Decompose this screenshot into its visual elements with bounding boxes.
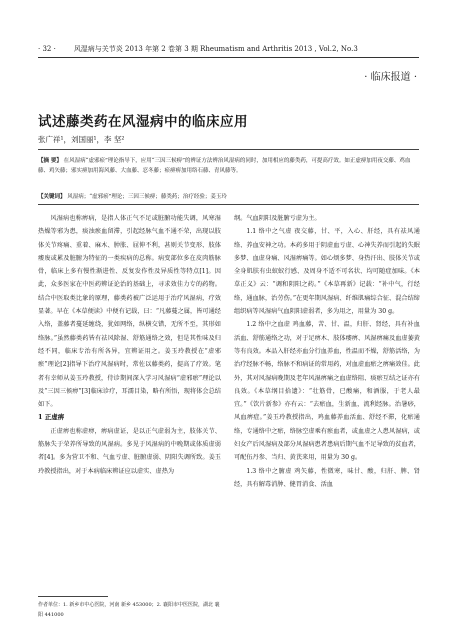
journal-line: 风湿病与关节炎 2013 年第 2 卷第 3 期 Rheumatism and Arthritis 2013 , Vol.2, No.3 <box>73 45 358 53</box>
page-number: · 32 · <box>38 45 56 53</box>
keywords-label: 【关键词】 <box>38 194 66 200</box>
abstract-rule-top <box>38 149 419 150</box>
paragraph: 1.1 络中之气虚 夜交藤，甘、平，入心、肝经，具有祛风通络、养血安神之功。本药多用于阴虚血亏虚、心神失养而引起的失眠多梦、血虚身痛、风湿痹痛等。如心烦多梦、身热汗出、肢体关节或全身肌肤有虫蚁蚁行感、及周身不适不可名状、均可随症加味。《本草正义》云：“调和阴阳之药。”《本草再新》记载：“补中气，行经络，通血脉，治劳伤。”在更年期风湿病、纤维肌痛综合征、混合结缔组织病等风湿病气血阴阳虚弱者，多为用之，用量为 30 g。 <box>234 228 420 316</box>
abstract-text: 在风湿病“虚邪瘀”理论指导下，应用“三因三候痹”的辨证方法辨治风湿病的同时，加用相应的藤类药，可提高疗效。如正虚痹加用夜交藤、鸡血藤、鸡矢藤；邪实痹加用海风藤、大血藤、忍冬藤；瘀痹痹加用络石藤、青风藤等。 <box>38 158 411 174</box>
paper-title: 试述藤类药在风湿病中的临床应用 <box>38 114 248 130</box>
paragraph: 风湿病也称痹病，是指人体正气不足或脏腑功能失调，风寒湿热燥等邪为患，痰浊瘀血留滞，引起经脉气血不通不荣，出现以肢体关节疼痛、重着、麻木、肿胀、屈伸不利，甚则关节变形、肢体痿废或累及脏腑为特征的一类疾病的总称。病变部位多在皮肉筋脉骨，临床上多有慢性渐进性、反复发作性及异质性等特点[1]。因此，众多医家在中医药辨证论治的基础上，寻求效佳力专的药物。结合中医取类比象的原理，藤类药被广泛运用于治疗风湿病，疗效显著。早在《本草便读》中便有记载，曰：“凡藤蔓之属，皆可通经入络，盖藤者蔓延缠绕，犹如网络，纵横交错，无所不至，其形如络脉。”虽然藤类药皆有祛风除湿、舒筋通络之效，但是其性味及归经不同，临床专治有所各异，宜辨证用之。姜玉玲教授在“虚邪瘀”理论[2]指导下治疗风湿病时，常佐以藤类药，提高了疗效。笔者有幸师从姜玉玲教授，侍诊期间深入学习风湿病“虚邪瘀”理论以及“三因三候痹”[3]临床诊疗，耳濡目染，略有所悟，现将体会总结如下。 <box>38 215 221 409</box>
section-heading: 1 正虚痹 <box>38 413 65 422</box>
authors: 张广祥¹，刘国丽¹，李 坚² <box>38 135 125 144</box>
abstract <box>38 156 419 176</box>
paragraph: 1.2 络中之血虚 鸡血藤，苦、甘、温，归肝、肾经，具有补血活血、舒筋通络之功，对于足痹木、肢体痿痹、风湿痹痛及血虚萎黄等有良效。本品入肝经亦血分行血养血，性温而不燥，舒筋活络，为治疗经脉不畅，络脉不和病证的常用药，对血虚血瘀之痹痛效佳。此外，其对风湿病晚期及老年风湿痹痛之血虚络阻、痰瘀互结之证亦有良效。《本草纲目拾遗》：“壮筋骨，已酸痛，和酒服，于老人最宜。”《饮片新参》亦有云：“去瘀血，生新血，流利经脉。治暑痧，风血痹症。”姜玉玲教授指出，鸡血藤养血活血、舒经不滞，化瘀通络，专通络中之瘀，络脉空虚乘有瘀血者，或血虚之人患风湿病，或妇女产后风湿病及部分风湿病患者患病后期气血不足导致的贫血者，可配伍丹参、当归、黄芪来用，用量为 30 g。 <box>234 321 420 462</box>
paragraph: 正虚痹也称虚痹，痹病虚证，是以正气虚弱为主，肢体关节、筋脉失于荣养所导致的风湿病。多见于风湿病的中晚期或体质虚弱者[4]。多为营卫不和、气血亏虚、脏腑虚弱、阴阳失调所致。姜玉玲教授指出，对于本病临床辨证应以虚实、虚热为 <box>38 427 221 475</box>
body-column-right <box>234 212 420 491</box>
footnote: 作者单位：1. 新乡市中心医院，河南 新乡 453000；2. 襄阳市中医医院，湖北 襄阳 441000 <box>38 602 220 618</box>
header-rule <box>38 57 419 58</box>
abstract-label: 【摘 要】 <box>38 158 62 164</box>
running-header <box>38 44 419 54</box>
keywords-text: 风湿病；“虚邪瘀”理论；三因三候痹；藤类药；治疗经验；姜玉玲 <box>67 194 227 200</box>
column-tag: · 临床报道 · <box>364 72 417 83</box>
footnote-rule <box>38 596 108 597</box>
abstract-rule-bottom <box>38 204 419 205</box>
paragraph: 1.3 络中之腑虚 鸡矢藤，性微寒，味甘、酸，归肝、脾、肾经，具有解毒消肿、健胃消食、活血 <box>234 467 420 488</box>
body-column-left <box>38 212 221 478</box>
paragraph: 纲。气血阴阳及脏腑亏虚为主。 <box>234 215 321 222</box>
keywords <box>38 192 419 200</box>
